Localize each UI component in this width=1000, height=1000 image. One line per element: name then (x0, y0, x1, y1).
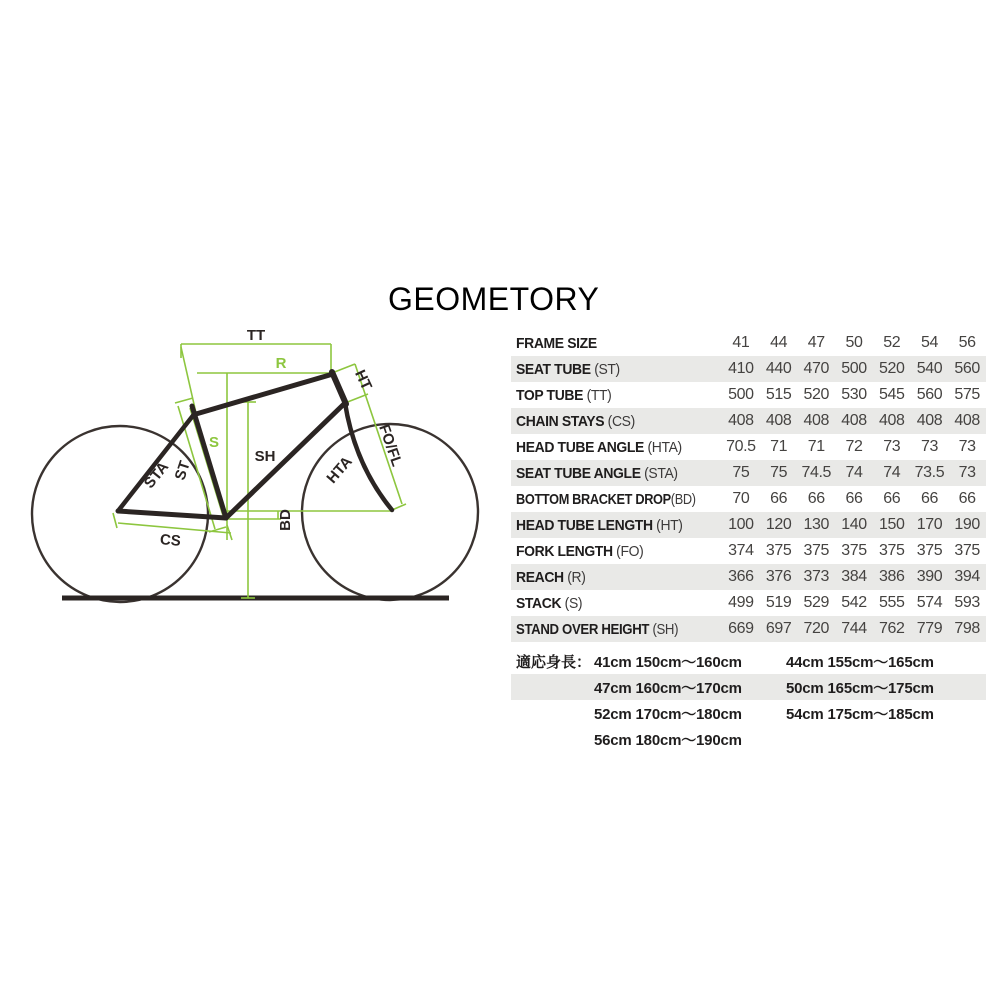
cell: 373 (803, 568, 830, 585)
cell: 73 (958, 438, 976, 455)
cell: 555 (878, 594, 905, 611)
cell: 575 (954, 386, 980, 403)
cell: 529 (803, 594, 830, 611)
cell: 375 (803, 542, 830, 559)
cell: 52 (883, 334, 901, 351)
cell: 66 (883, 490, 901, 507)
row-label: STAND OVER HEIGHT (516, 620, 650, 638)
row-label: SEAT TUBE ANGLE (516, 464, 641, 482)
fit-row (511, 648, 986, 674)
cell: 44 (770, 334, 788, 351)
down-tube (226, 403, 345, 518)
cell: 408 (878, 412, 905, 429)
fit-value: 50cm 165cm～175cm (786, 679, 934, 697)
row-abbr: (S) (564, 594, 583, 612)
tt-label: TT (246, 327, 266, 344)
cell: 66 (845, 490, 863, 507)
row-label: REACH (516, 568, 564, 586)
bd-label: BD (277, 509, 294, 531)
bike-geometry-diagram (25, 318, 510, 620)
cell: 71 (807, 438, 825, 455)
cell: 130 (803, 516, 830, 533)
fit-row (511, 700, 986, 726)
cell: 376 (765, 568, 792, 585)
fit-label: 適応身長： (516, 653, 592, 671)
cell: 73 (883, 438, 901, 455)
reach-label: R (275, 355, 287, 372)
hta-label: HTA (323, 453, 356, 487)
fit-value: 56cm 180cm～190cm (594, 731, 742, 749)
row-label: HEAD TUBE LENGTH (516, 516, 653, 534)
cell: 593 (954, 594, 980, 611)
fit-value: 41cm 150cm～160cm (594, 653, 742, 671)
fofl-label: FO/FL (375, 422, 406, 469)
cell: 540 (916, 360, 943, 377)
row-label: BOTTOM BRACKET DROP (516, 490, 671, 508)
fork-blade (345, 403, 392, 510)
row-abbr: (R) (567, 568, 586, 586)
cell: 440 (765, 360, 792, 377)
cell: 560 (954, 360, 980, 377)
cell: 408 (765, 412, 792, 429)
cell: 74 (845, 464, 863, 481)
cell: 762 (878, 620, 905, 637)
row-label: HEAD TUBE ANGLE (516, 438, 644, 456)
cell: 384 (841, 568, 867, 585)
table-row (511, 616, 986, 642)
head-tube (332, 372, 346, 404)
row-abbr: (SH) (652, 620, 679, 638)
cell: 66 (920, 490, 938, 507)
cell: 70.5 (726, 438, 756, 455)
sta-label: STA (140, 458, 173, 492)
cell: 47 (807, 334, 825, 351)
cell: 530 (841, 386, 867, 403)
cell: 697 (765, 620, 792, 637)
row-abbr: (STA) (644, 464, 678, 482)
cell: 140 (841, 516, 867, 533)
cell: 574 (916, 594, 943, 611)
cell: 72 (845, 438, 863, 455)
cell: 66 (807, 490, 825, 507)
cell: 408 (803, 412, 830, 429)
cell: 366 (728, 568, 754, 585)
ht-label: HT (351, 367, 376, 393)
cell: 375 (841, 542, 867, 559)
cell: 41 (732, 334, 750, 351)
fit-value: 52cm 170cm～180cm (594, 705, 742, 723)
seat-tube (192, 406, 226, 518)
st-label: ST (171, 458, 194, 483)
row-label: FRAME SIZE (516, 334, 597, 352)
cell: 75 (770, 464, 788, 481)
geometry-table (511, 330, 986, 642)
cell: 410 (728, 360, 754, 377)
cell: 70 (732, 490, 750, 507)
table-row (511, 538, 986, 564)
cell: 779 (916, 620, 943, 637)
cell: 54 (920, 334, 938, 351)
cell: 74.5 (801, 464, 832, 481)
cell: 720 (803, 620, 830, 637)
cell: 520 (803, 386, 830, 403)
cell: 75 (732, 464, 750, 481)
row-abbr: (BD) (670, 490, 696, 508)
cell: 520 (878, 360, 905, 377)
cell: 190 (954, 516, 980, 533)
cell: 73.5 (914, 464, 945, 481)
row-abbr: (HTA) (647, 438, 682, 456)
cell: 375 (878, 542, 905, 559)
stack-label: S (208, 434, 220, 451)
cell: 500 (841, 360, 867, 377)
cell: 408 (954, 412, 980, 429)
cell: 375 (765, 542, 792, 559)
top-tube (196, 374, 333, 414)
sh-label: SH (254, 448, 276, 465)
row-label: TOP TUBE (516, 386, 584, 404)
table-row (511, 590, 986, 616)
cell: 390 (916, 568, 943, 585)
fit-row (511, 726, 986, 752)
row-label: STACK (516, 594, 562, 612)
table-row (511, 356, 986, 382)
cell: 73 (920, 438, 938, 455)
table-row (511, 434, 986, 460)
cell: 408 (841, 412, 867, 429)
row-label: CHAIN STAYS (516, 412, 605, 430)
cell: 470 (803, 360, 830, 377)
cell: 374 (728, 542, 754, 559)
cell: 120 (765, 516, 792, 533)
fit-row (511, 674, 986, 700)
cell: 66 (958, 490, 976, 507)
row-label: FORK LENGTH (516, 542, 613, 560)
bike-frame (118, 372, 392, 518)
row-label: SEAT TUBE (516, 360, 591, 378)
cell: 408 (728, 412, 754, 429)
cell: 170 (916, 516, 943, 533)
cell: 50 (845, 334, 863, 351)
row-abbr: (TT) (586, 386, 612, 404)
cell: 100 (728, 516, 754, 533)
cell: 71 (770, 438, 788, 455)
cs-label: CS (159, 531, 182, 550)
cell: 560 (916, 386, 943, 403)
cell: 408 (916, 412, 943, 429)
page-title: GEOMETORY (388, 281, 600, 317)
row-abbr: (CS) (607, 412, 635, 430)
table-row (511, 408, 986, 434)
cell: 545 (878, 386, 905, 403)
cell: 744 (841, 620, 867, 637)
cell: 515 (765, 386, 792, 403)
row-abbr: (HT) (656, 516, 683, 534)
row-abbr: (ST) (594, 360, 620, 378)
fit-value: 44cm 155cm～165cm (786, 653, 934, 671)
table-row (511, 330, 986, 356)
fit-value: 47cm 160cm～170cm (594, 679, 742, 697)
table-row (511, 512, 986, 538)
cell: 73 (958, 464, 976, 481)
row-abbr: (FO) (616, 542, 644, 560)
cell: 375 (954, 542, 980, 559)
cell: 500 (728, 386, 754, 403)
table-row (511, 460, 986, 486)
cell: 669 (728, 620, 754, 637)
fit-height-section (511, 648, 986, 752)
fit-value: 54cm 175cm～185cm (786, 705, 934, 723)
cell: 386 (878, 568, 905, 585)
table-row (511, 486, 986, 512)
cell: 375 (916, 542, 943, 559)
cell: 542 (841, 594, 867, 611)
cell: 150 (878, 516, 905, 533)
cell: 74 (883, 464, 901, 481)
cell: 66 (770, 490, 788, 507)
cell: 519 (765, 594, 792, 611)
table-row (511, 382, 986, 408)
table-row (511, 564, 986, 590)
cell: 798 (954, 620, 980, 637)
cell: 56 (958, 334, 976, 351)
cell: 499 (728, 594, 754, 611)
cell: 394 (954, 568, 980, 585)
